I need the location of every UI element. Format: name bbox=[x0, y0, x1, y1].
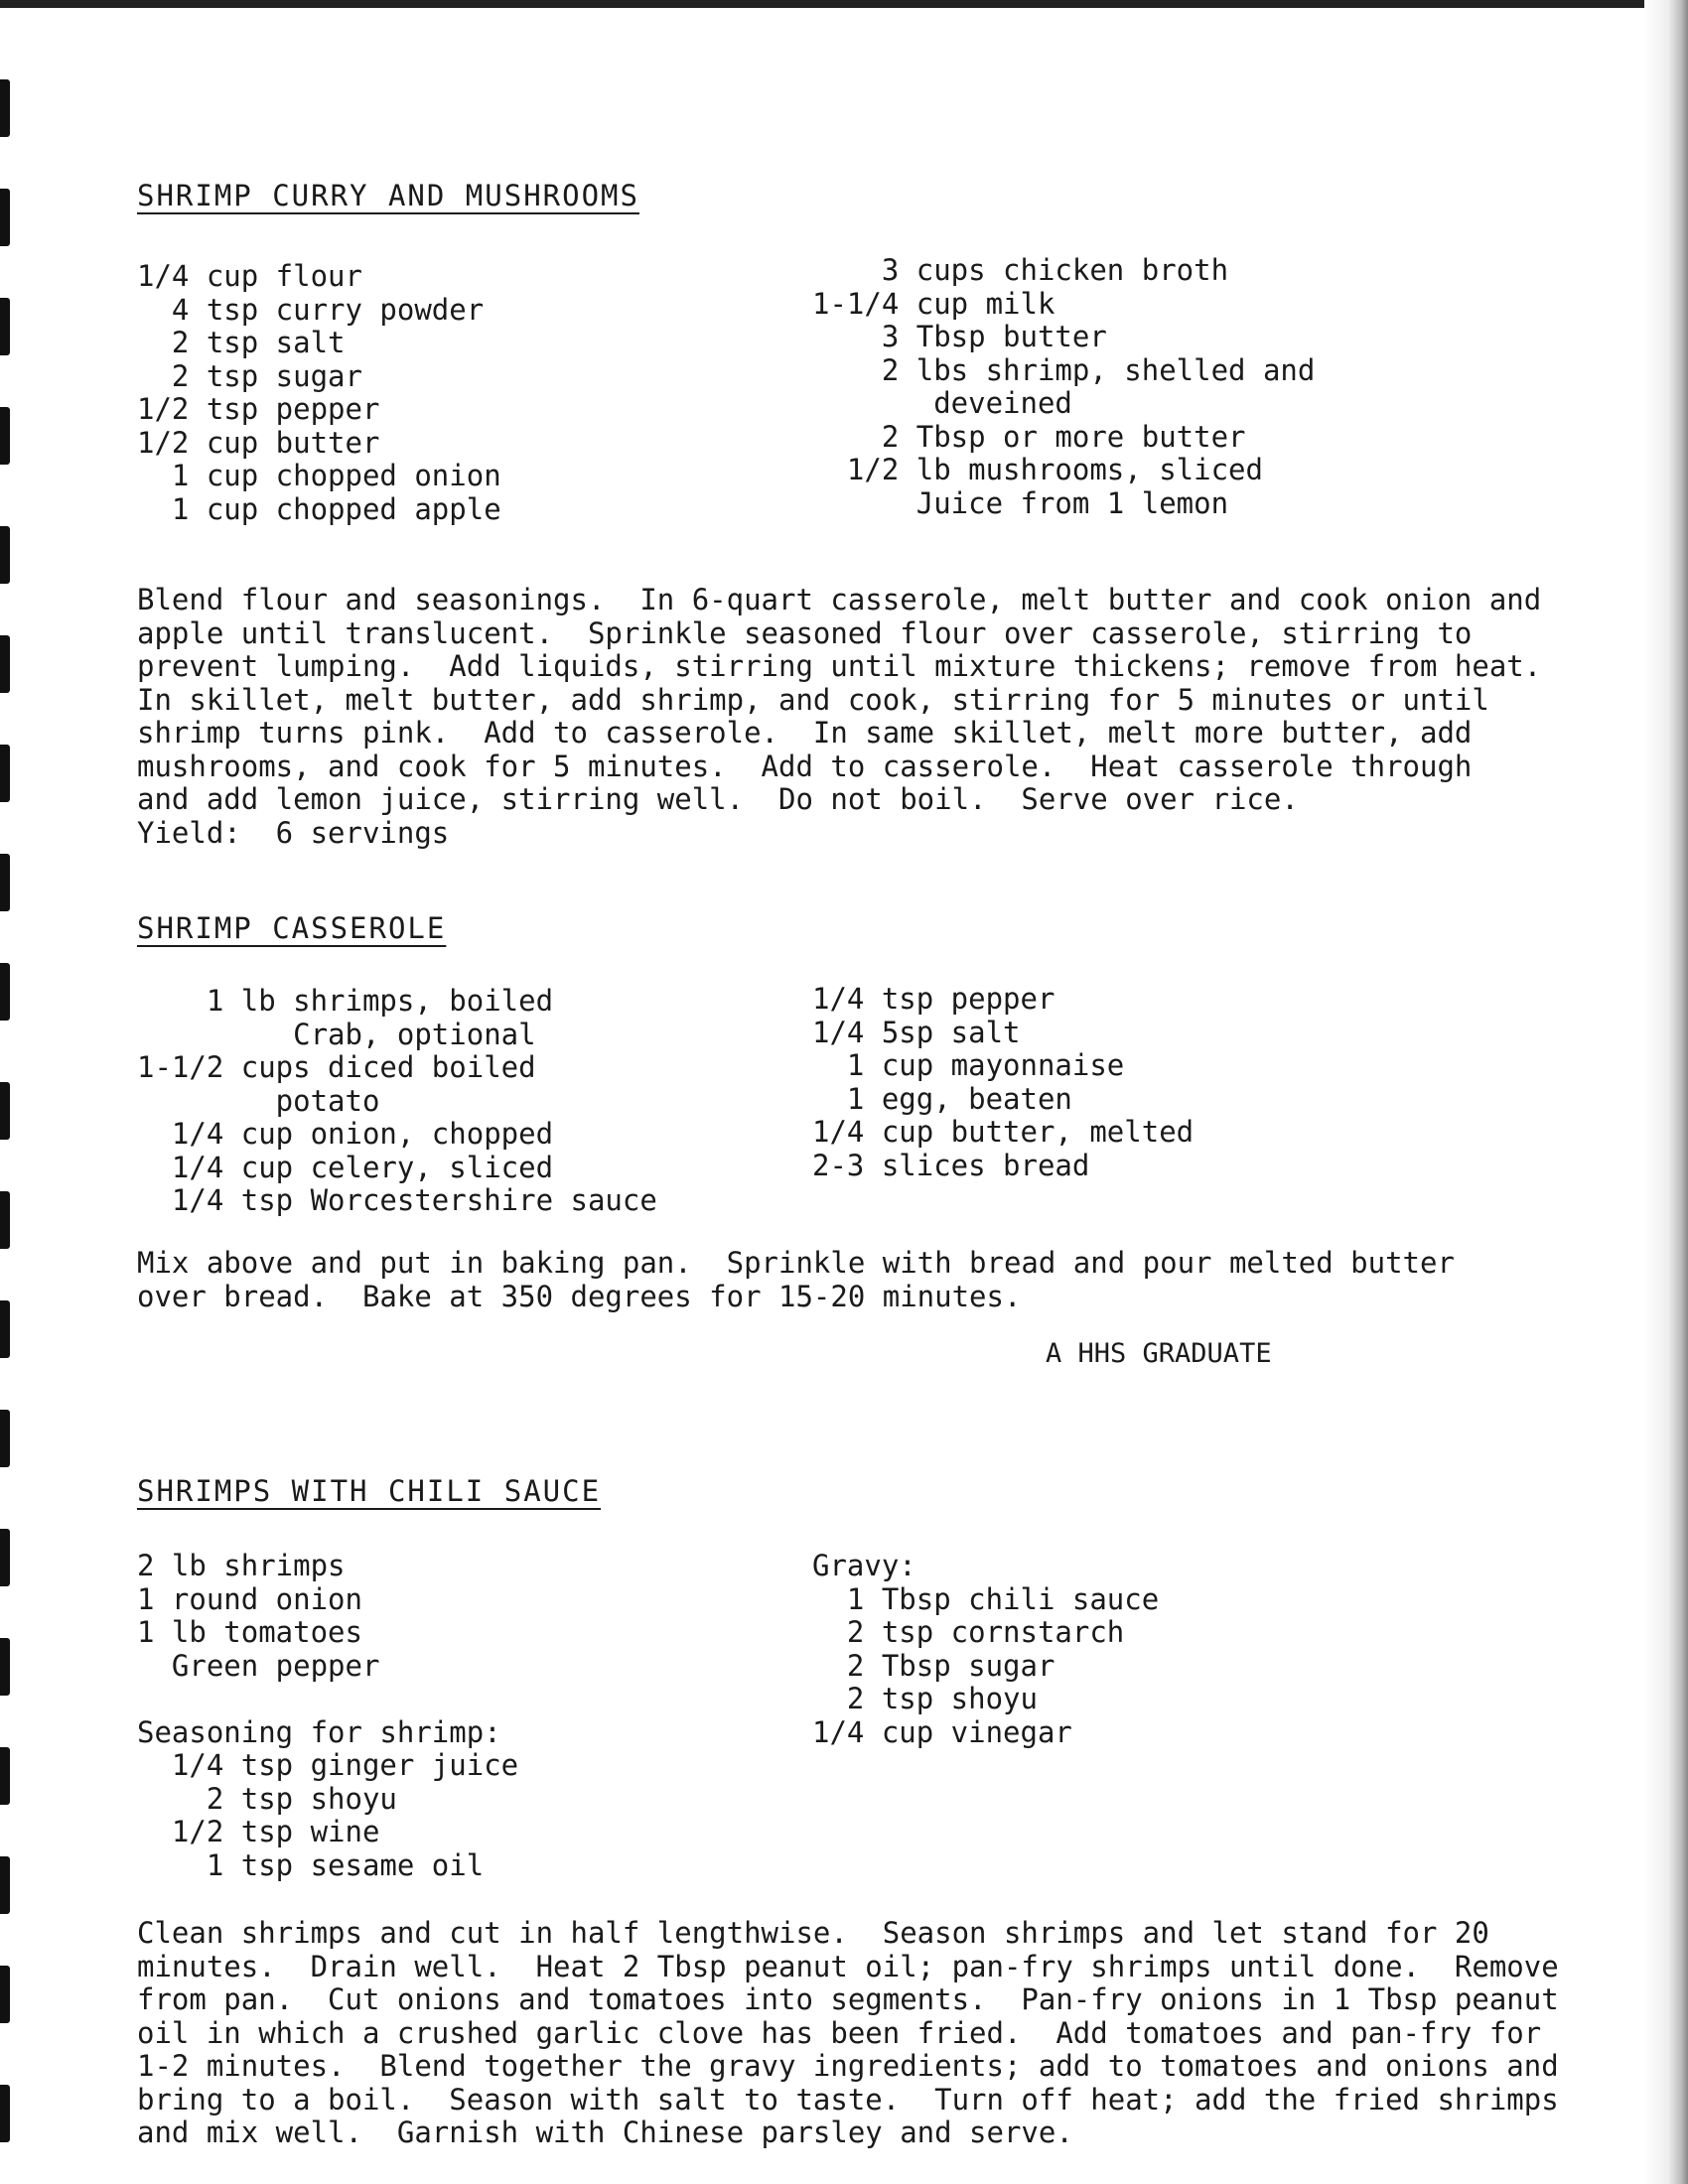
ingredients-left bbox=[137, 260, 501, 526]
instruction-line: In skillet, melt butter, add shrimp, and cook, stirring for 5 minutes or until bbox=[137, 682, 1489, 717]
gravy-heading: Gravy: bbox=[812, 1549, 916, 1582]
ingredients-right bbox=[812, 1550, 1159, 1749]
recipe-shrimp-curry bbox=[137, 179, 1542, 850]
ingredient: Juice from 1 lemon bbox=[812, 485, 1229, 520]
ingredient: 1/4 tsp Worcestershire sauce bbox=[137, 1183, 657, 1217]
ingredient-columns bbox=[137, 253, 1507, 526]
ingredient: 1/4 cup onion, chopped bbox=[137, 1117, 554, 1151]
seasoning-heading: Seasoning for shrimp: bbox=[137, 1714, 501, 1749]
ingredient: 1-1/4 cup milk bbox=[812, 286, 1055, 321]
recipe-shrimps-chili-sauce bbox=[137, 1474, 1559, 2159]
ingredient: 2 tsp shoyu bbox=[137, 1781, 397, 1816]
instruction-line: and mix well. Garnish with Chinese parsley and serve. bbox=[137, 2116, 1073, 2149]
ingredient: 1 cup chopped apple bbox=[137, 491, 501, 526]
ingredient: 1/2 cup butter bbox=[137, 425, 380, 460]
ingredient: 1 Tbsp chili sauce bbox=[812, 1581, 1160, 1616]
instruction-line: oil in which a crushed garlic clove has been fried. Add tomatoes and pan-fry for bbox=[137, 2015, 1542, 2050]
spacer bbox=[137, 1683, 518, 1716]
ingredient: 3 Tbsp butter bbox=[812, 320, 1107, 353]
ingredients-left bbox=[137, 985, 657, 1218]
ingredient: 1/4 tsp ginger juice bbox=[137, 1748, 519, 1782]
ingredient-columns bbox=[137, 1550, 1507, 1887]
instruction-line: from pan. Cut onions and tomatoes into segments. Pan-fry onions in 1 Tbsp peanut bbox=[137, 1982, 1559, 2016]
ingredient: 1/4 cup vinegar bbox=[812, 1714, 1072, 1749]
ingredient: 1/4 cup flour bbox=[137, 259, 362, 293]
instruction-line: Clean shrimps and cut in half lengthwise. Season shrimps and let stand for 20 bbox=[137, 1916, 1489, 1950]
page-top-edge bbox=[0, 0, 1688, 8]
instruction-line: prevent lumping. Add liquids, stirring until mixture thickens; remove from heat. bbox=[137, 649, 1542, 683]
ingredient: 1/4 cup celery, sliced bbox=[137, 1150, 554, 1184]
ingredient: 1 lb tomatoes bbox=[137, 1615, 362, 1649]
ingredient: 1/4 5sp salt bbox=[812, 1015, 1021, 1049]
ingredient: 2 lbs shrimp, shelled and bbox=[812, 352, 1316, 387]
ingredient: 2 Tbsp or more butter bbox=[812, 419, 1246, 454]
recipe-shrimp-casserole bbox=[137, 911, 1507, 1378]
instruction-line: shrimp turns pink. Add to casserole. In same skillet, melt more butter, add bbox=[137, 716, 1473, 750]
ingredient: 1/2 lb mushrooms, sliced bbox=[812, 453, 1263, 486]
ingredient: 1/4 tsp pepper bbox=[812, 982, 1055, 1016]
ingredient: 1 cup mayonnaise bbox=[812, 1048, 1125, 1082]
ingredients-right bbox=[812, 983, 1194, 1182]
ingredient: 1 tsp sesame oil bbox=[137, 1847, 485, 1882]
recipe-title: SHRIMP CASSEROLE bbox=[137, 911, 447, 945]
ingredient: 1/2 tsp pepper bbox=[137, 392, 380, 426]
binding-holes bbox=[0, 0, 14, 2184]
ingredient: 1 round onion bbox=[137, 1581, 362, 1616]
recipe-title: SHRIMP CURRY AND MUSHROOMS bbox=[137, 179, 639, 212]
ingredient: 2 tsp salt bbox=[137, 326, 346, 359]
instruction-line: over bread. Bake at 350 degrees for 15-20 minutes. bbox=[137, 1279, 1022, 1313]
instruction-line: minutes. Drain well. Heat 2 Tbsp peanut oil; pan-fry shrimps until done. Remove bbox=[137, 1949, 1559, 1983]
ingredient: potato bbox=[137, 1083, 380, 1118]
instruction-line: bring to a boil. Season with salt to taste. Turn off heat; add the fried shrimps bbox=[137, 2082, 1559, 2116]
ingredient: 1 lb shrimps, boiled bbox=[137, 984, 554, 1018]
ingredient: Crab, optional bbox=[137, 1017, 536, 1051]
ingredient: 2 Tbsp sugar bbox=[812, 1648, 1055, 1683]
ingredient: 3 cups chicken broth bbox=[812, 253, 1229, 287]
ingredient-columns bbox=[137, 982, 1507, 1223]
ingredient: 1/2 tsp wine bbox=[137, 1815, 380, 1848]
ingredient: 1/4 cup butter, melted bbox=[812, 1115, 1195, 1149]
instruction-line: and add lemon juice, stirring well. Do not boil. Serve over rice. bbox=[137, 782, 1299, 816]
instruction-line: Mix above and put in baking pan. Sprinkle with bread and pour melted butter bbox=[137, 1246, 1455, 1280]
ingredient: deveined bbox=[812, 386, 1072, 420]
yield-line: Yield: 6 servings bbox=[137, 815, 450, 850]
ingredient: 4 tsp curry powder bbox=[137, 292, 485, 327]
ingredient: 2 tsp shoyu bbox=[812, 1682, 1038, 1715]
ingredient: Green pepper bbox=[137, 1648, 380, 1683]
instruction-line: Blend flour and seasonings. In 6-quart casserole, melt butter and cook onion and bbox=[137, 583, 1542, 616]
instruction-line: 1-2 minutes. Blend together the gravy ingredients; add to tomatoes and onions and bbox=[137, 2049, 1559, 2083]
ingredient: 2 tsp sugar bbox=[137, 358, 362, 393]
ingredient: 2 lb shrimps bbox=[137, 1549, 346, 1582]
ingredients-right bbox=[812, 254, 1315, 520]
page-curl-shadow bbox=[1644, 0, 1688, 2184]
instruction-line: mushrooms, and cook for 5 minutes. Add to casserole. Heat casserole through bbox=[137, 749, 1473, 783]
ingredient: 1-1/2 cups diced boiled bbox=[137, 1050, 536, 1084]
recipe-title: SHRIMPS WITH CHILI SAUCE bbox=[137, 1474, 602, 1508]
ingredient: 2 tsp cornstarch bbox=[812, 1615, 1125, 1649]
ingredients-left bbox=[137, 1550, 518, 1882]
ingredient: 2-3 slices bread bbox=[812, 1148, 1090, 1182]
instruction-line: apple until translucent. Sprinkle seasoned flour over casserole, stirring to bbox=[137, 615, 1473, 650]
ingredient: 1 egg, beaten bbox=[812, 1081, 1072, 1116]
recipe-credit: A HHS GRADUATE bbox=[1046, 1338, 1272, 1369]
ingredient: 1 cup chopped onion bbox=[137, 459, 501, 492]
